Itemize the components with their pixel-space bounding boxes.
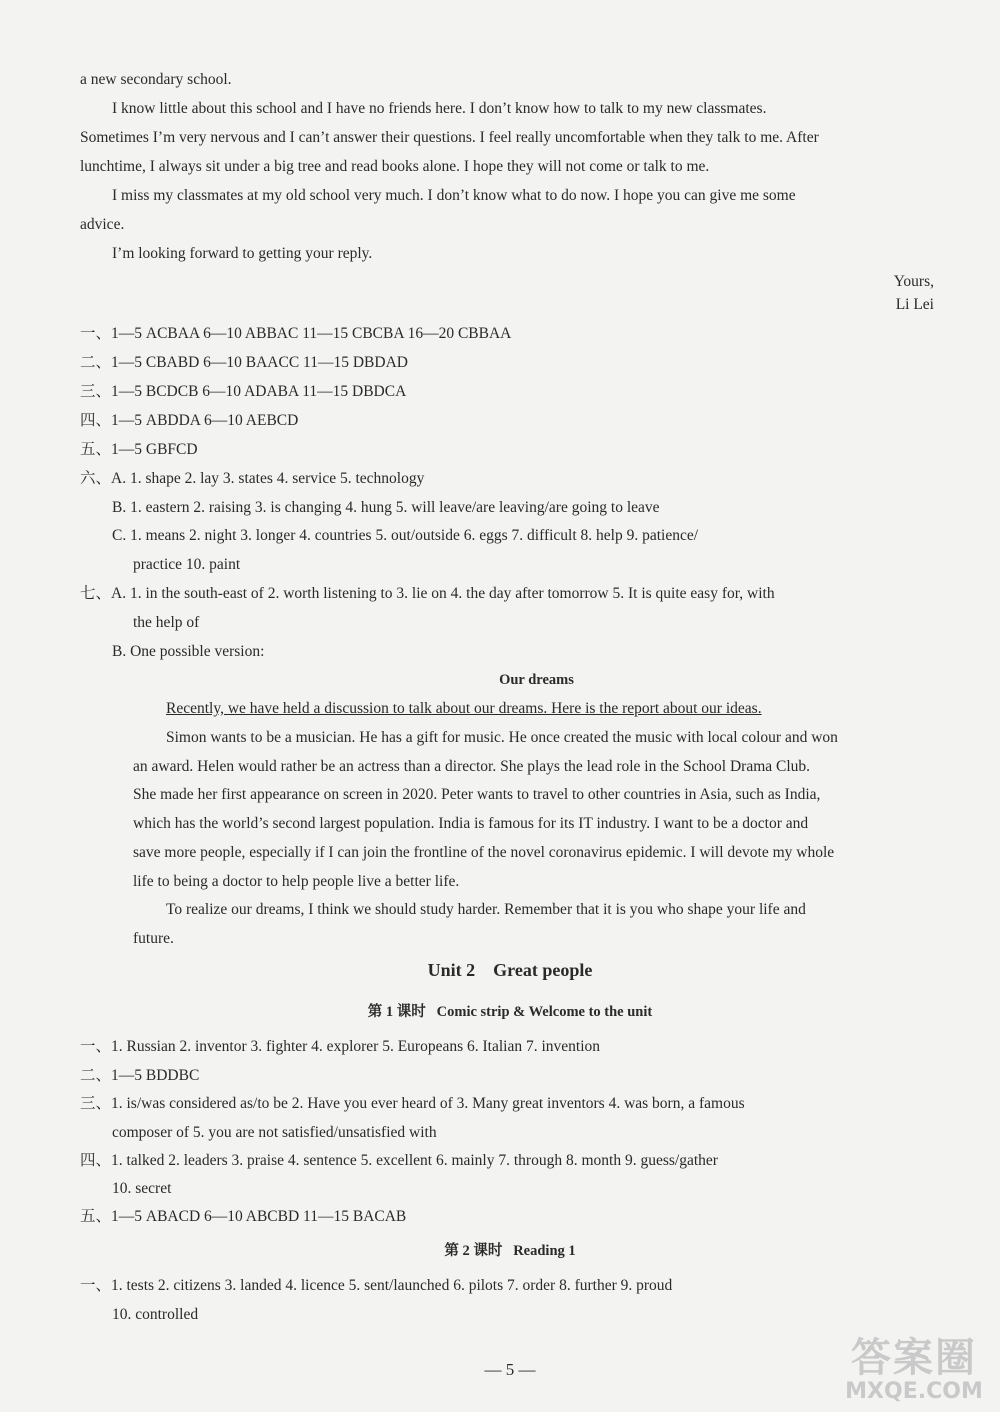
answer-line: 一、1. tests 2. citizens 3. landed 4. licence 5. sent/launched 6. pilots 7. order 8. further 9. proud xyxy=(80,1277,673,1294)
essay-line: save more people, especially if I can join the frontline of the novel coronavirus epidemic. I will devote my whole xyxy=(133,844,835,861)
essay-line: Simon wants to be a musician. He has a gift for music. He once created the music with local colour and won xyxy=(166,729,838,746)
lesson-title: 第 1 课时 Comic strip & Welcome to the unit xyxy=(367,1004,653,1020)
essay-line: life to being a doctor to help people live a better life. xyxy=(133,873,460,890)
answer-line: practice 10. paint xyxy=(133,556,241,573)
answer-line: composer of 5. you are not satisfied/unsatisfied with xyxy=(112,1124,437,1141)
answer-line: 二、1—5 CBABD 6—10 BAACC 11—15 DBDAD xyxy=(80,354,408,371)
letter-line: advice. xyxy=(80,216,125,233)
essay-line: which has the world’s second largest population. India is famous for its IT industry. I want to be a doctor and xyxy=(133,815,809,832)
answer-line: the help of xyxy=(133,614,200,631)
essay-line: She made her first appearance on screen in 2020. Peter wants to travel to other countries in Asia, such as India, xyxy=(133,786,821,803)
unit-title: Unit 2 Great people xyxy=(427,960,593,980)
letter-line: I miss my classmates at my old school very much. I don’t know what to do now. I hope you can give me some xyxy=(112,187,796,204)
letter-line: I’m looking forward to getting your reply. xyxy=(112,245,373,262)
answer-line: B. 1. eastern 2. raising 3. is changing 4. hung 5. will leave/are leaving/are going to leave xyxy=(112,499,660,516)
answer-line: 六、A. 1. shape 2. lay 3. states 4. service 5. technology xyxy=(80,470,425,487)
answer-line: 四、1—5 ABDDA 6—10 AEBCD xyxy=(80,412,299,429)
essay-intro: Recently, we have held a discussion to talk about our dreams. Here is the report about our ideas. xyxy=(166,700,762,717)
answer-line: 三、1. is/was considered as/to be 2. Have you ever heard of 3. Many great inventors 4. was born, a famous xyxy=(80,1095,745,1112)
answer-line: 三、1—5 BCDCB 6—10 ADABA 11—15 DBDCA xyxy=(80,383,407,400)
answer-line: 10. controlled xyxy=(112,1306,199,1323)
essay-line: an award. Helen would rather be an actress than a director. She plays the lead role in the School Drama Club. xyxy=(133,758,811,775)
answer-line: C. 1. means 2. night 3. longer 4. countries 5. out/outside 6. eggs 7. difficult 8. help 9. patience/ xyxy=(112,527,699,544)
answer-line: B. One possible version: xyxy=(112,643,265,660)
letter-line: I know little about this school and I have no friends here. I don’t know how to talk to my new classmates. xyxy=(112,100,767,117)
answer-line: 五、1—5 GBFCD xyxy=(80,441,198,458)
watermark-logo xyxy=(834,1336,994,1408)
answer-line: 一、1—5 ACBAA 6—10 ABBAC 11—15 CBCBA 16—20 CBBAA xyxy=(80,325,512,342)
lesson-title: 第 2 课时 Reading 1 xyxy=(444,1243,576,1259)
answer-line: 10. secret xyxy=(112,1180,172,1197)
answer-line: 二、1—5 BDDBC xyxy=(80,1067,200,1084)
answer-line: 七、A. 1. in the south-east of 2. worth listening to 3. lie on 4. the day after tomorrow 5. It is quite easy for, with xyxy=(80,585,775,602)
answer-line: 一、1. Russian 2. inventor 3. fighter 4. explorer 5. Europeans 6. Italian 7. invention xyxy=(80,1038,601,1055)
letter-line: a new secondary school. xyxy=(80,71,232,88)
answer-line: 四、1. talked 2. leaders 3. praise 4. sentence 5. excellent 6. mainly 7. through 8. month 9. guess/gather xyxy=(80,1152,718,1169)
watermark-main-text: 答案圈 xyxy=(851,1335,977,1381)
answer-line: 五、1—5 ABACD 6—10 ABCBD 11—15 BACAB xyxy=(80,1208,407,1225)
letter-signature: Li Lei xyxy=(895,296,934,313)
essay-title: Our dreams xyxy=(499,672,574,688)
essay-line: To realize our dreams, I think we should study harder. Remember that it is you who shape your life and xyxy=(166,901,806,918)
letter-line: lunchtime, I always sit under a big tree and read books alone. I hope they will not come or talk to me. xyxy=(80,158,710,175)
essay-line: future. xyxy=(133,930,174,947)
watermark-url: MXQE.COM xyxy=(845,1379,983,1404)
letter-closing: Yours, xyxy=(893,273,934,290)
page-number: — 5 — xyxy=(484,1360,536,1379)
letter-line: Sometimes I’m very nervous and I can’t answer their questions. I feel really uncomfortable when they talk to me. After xyxy=(80,129,819,146)
